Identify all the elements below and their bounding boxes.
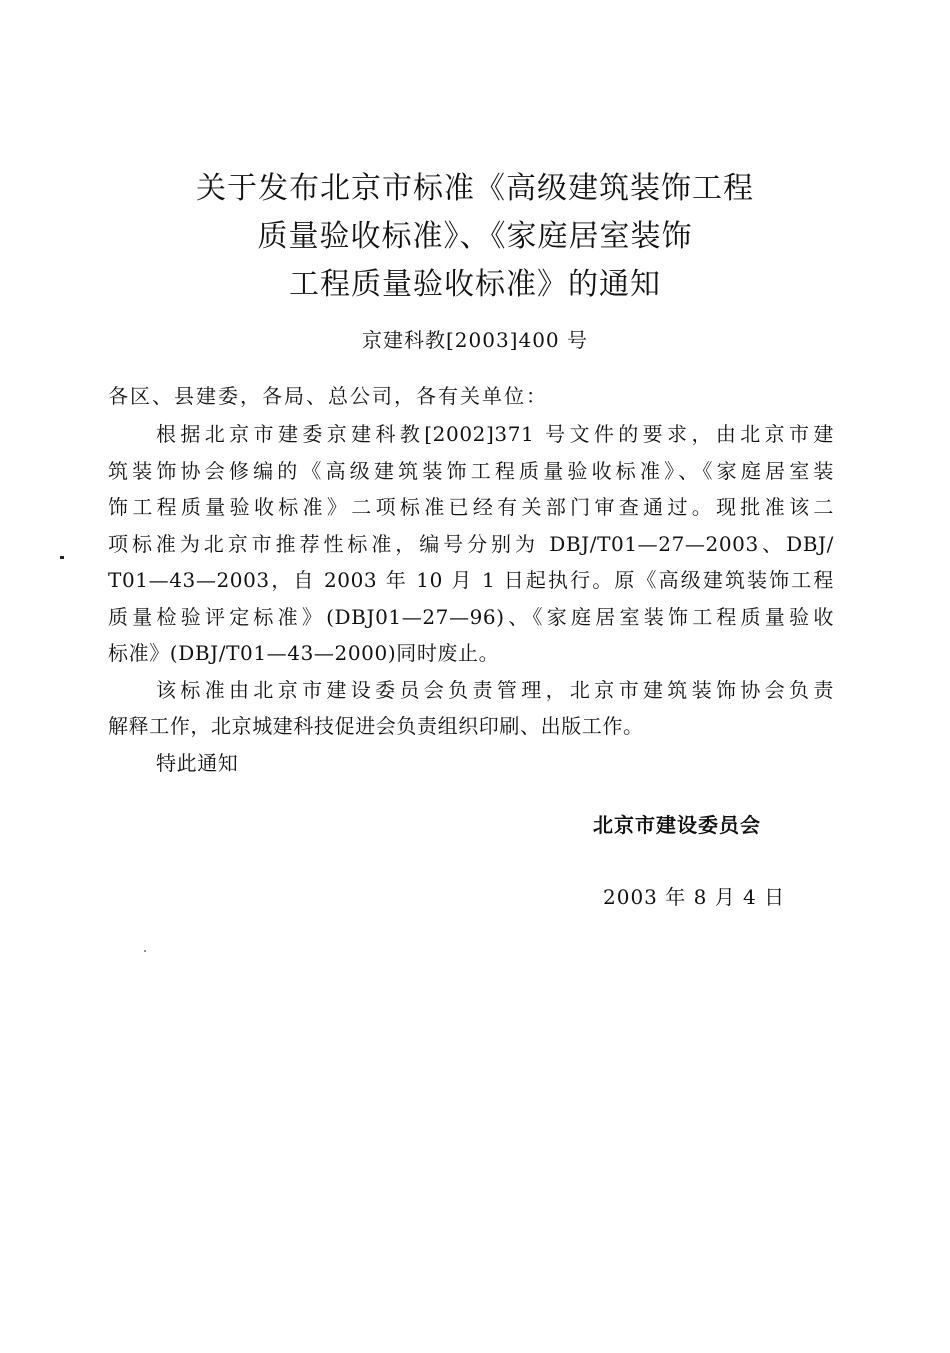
paragraph-1-line-6: 质量检验评定标准》(DBJ01—27—96)、《家庭居室装饰工程质量验收 [108,604,834,629]
title-line-1: 关于发布北京市标准《高级建筑装饰工程 [196,171,754,206]
paragraph-1-line-5: T01—43—2003，自 2003 年 10 月 1 日起执行。原《高级建筑装饰工程 [108,568,834,592]
paragraph-1-line-4: 项标准为北京市推荐性标准，编号分别为 DBJ/T01—27—2003、DBJ/ [108,531,834,556]
paragraph-1-line-1: 根据北京市建委京建科教[2002]371 号文件的要求，由北京市建 [156,422,834,446]
paragraph-2-line-2: 解释工作，北京城建科技促进会负责组织印刷、出版工作。 [108,714,644,738]
title-line-2: 质量验收标准》、《家庭居室装饰 [257,219,693,254]
notice-title [0,165,950,309]
paragraph-1-line-3: 饰工程质量验收标准》二项标准已经有关部门审查通过。现批准该二 [108,495,834,519]
document-number: 京建科教[2003]400 号 [361,328,589,352]
scan-speck [60,556,64,559]
notice-body [108,416,834,781]
issuing-authority: 北京市建设委员会 [593,813,761,837]
paragraph-2-line-1: 该标准由北京市建设委员会负责管理，北京市建筑装饰协会负责 [156,677,834,702]
salutation: 各区、县建委，各局、总公司，各有关单位： [108,384,548,408]
issue-date: 2003 年 8 月 4 日 [603,885,786,909]
title-line-3: 工程质量验收标准》的通知 [289,267,661,302]
closing-phrase: 特此通知 [156,750,239,775]
paragraph-1-line-2: 筑装饰协会修编的《高级建筑装饰工程质量验收标准》、《家庭居室装 [108,458,834,483]
scan-speck [144,950,146,952]
paragraph-1-line-7: 标准》(DBJ/T01—43—2000)同时废止。 [108,641,500,665]
